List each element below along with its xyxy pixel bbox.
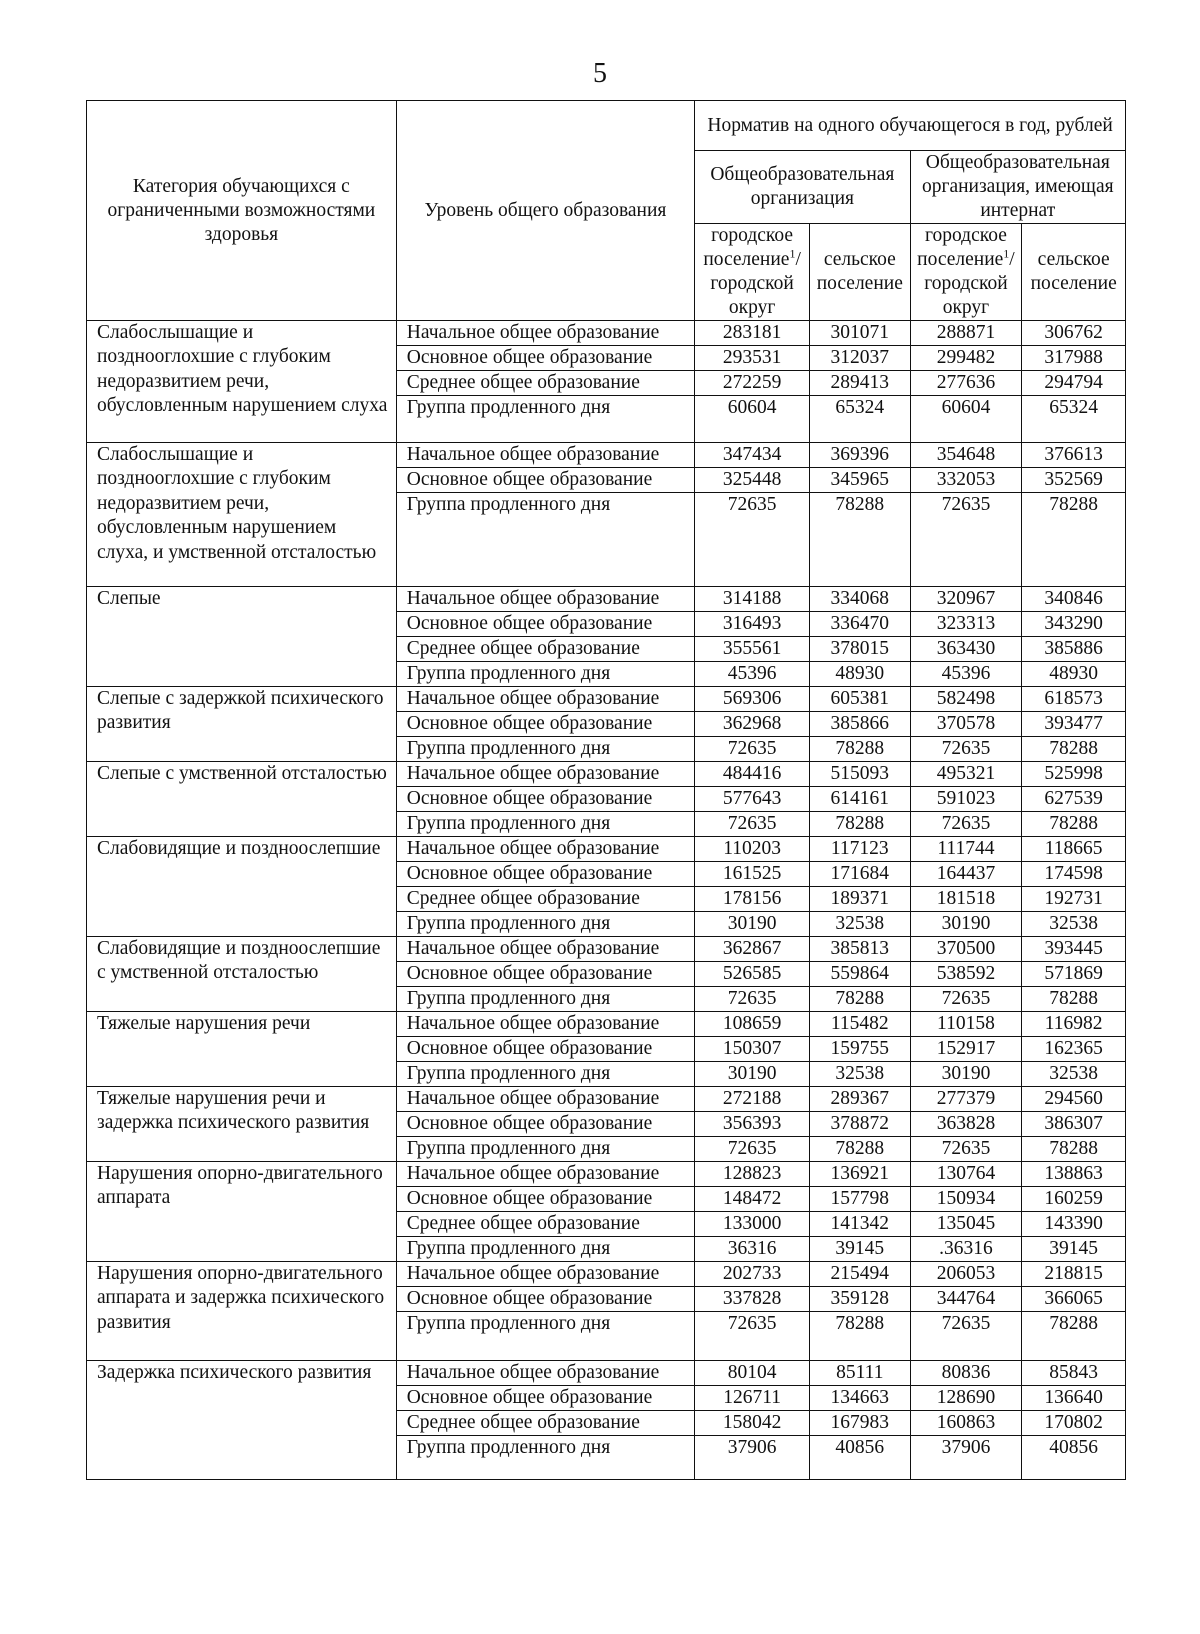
value-urban-general: 355561 (695, 637, 810, 662)
value-rural-general: 385813 (810, 937, 911, 962)
value-rural-general: 605381 (810, 687, 911, 712)
level-cell: Группа продленного дня (396, 1062, 694, 1087)
value-rural-boarding: 174598 (1022, 862, 1126, 887)
value-urban-boarding: 323313 (910, 612, 1022, 637)
category-cell: Слепые (87, 587, 397, 687)
value-urban-general: 128823 (695, 1162, 810, 1187)
category-cell: Нарушения опорно-двигательного аппарата и задержка психического развития (87, 1262, 397, 1361)
value-urban-general: 526585 (695, 962, 810, 987)
value-rural-boarding: 143390 (1022, 1212, 1126, 1237)
value-urban-boarding: 299482 (910, 346, 1022, 371)
value-urban-general: 45396 (695, 662, 810, 687)
value-rural-boarding: 385886 (1022, 637, 1126, 662)
value-urban-general: 316493 (695, 612, 810, 637)
value-urban-boarding: .36316 (910, 1237, 1022, 1262)
level-cell: Основное общее образование (396, 1287, 694, 1312)
value-rural-boarding: 393477 (1022, 712, 1126, 737)
value-rural-boarding: 118665 (1022, 837, 1126, 862)
value-urban-general: 484416 (695, 762, 810, 787)
value-rural-boarding: 162365 (1022, 1037, 1126, 1062)
header-rural-general: сельское поселение (810, 224, 911, 321)
value-urban-general: 337828 (695, 1287, 810, 1312)
level-cell: Группа продленного дня (396, 737, 694, 762)
category-cell: Слабовидящие и поздноослепшие (87, 837, 397, 937)
value-urban-general: 272188 (695, 1087, 810, 1112)
header-level: Уровень общего образования (396, 101, 694, 321)
value-rural-boarding: 393445 (1022, 937, 1126, 962)
header-org-general: Общеобразовательная организация (695, 151, 910, 224)
header-urban-text: городское поселение (703, 225, 794, 270)
table-row (87, 762, 1126, 787)
value-rural-general: 215494 (810, 1262, 911, 1287)
value-urban-boarding: 130764 (910, 1162, 1022, 1187)
table-row (87, 1361, 1126, 1386)
value-urban-general: 110203 (695, 837, 810, 862)
value-rural-boarding: 78288 (1022, 1312, 1126, 1361)
value-rural-boarding: 32538 (1022, 1062, 1126, 1087)
value-rural-general: 78288 (810, 987, 911, 1012)
level-cell: Основное общее образование (396, 1112, 694, 1137)
value-rural-boarding: 116982 (1022, 1012, 1126, 1037)
value-rural-general: 378872 (810, 1112, 911, 1137)
value-urban-boarding: 164437 (910, 862, 1022, 887)
header-urban-text-b: / городской округ (924, 249, 1015, 318)
level-cell: Группа продленного дня (396, 1312, 694, 1361)
value-rural-general: 345965 (810, 468, 911, 493)
value-urban-boarding: 363430 (910, 637, 1022, 662)
table-body (87, 321, 1126, 1480)
value-urban-boarding: 72635 (910, 737, 1022, 762)
value-urban-general: 283181 (695, 321, 810, 346)
value-rural-boarding: 386307 (1022, 1112, 1126, 1137)
table-row (87, 1162, 1126, 1187)
category-cell: Слабослышащие и позднооглохшие с глубоким недоразвитием речи, обусловленным нарушением слуха, и умственной отсталостью (87, 443, 397, 587)
value-rural-boarding: 85843 (1022, 1361, 1126, 1386)
level-cell: Группа продленного дня (396, 662, 694, 687)
value-rural-general: 515093 (810, 762, 911, 787)
value-urban-general: 362867 (695, 937, 810, 962)
level-cell: Начальное общее образование (396, 1262, 694, 1287)
value-rural-boarding: 40856 (1022, 1436, 1126, 1480)
category-cell: Задержка психического развития (87, 1361, 397, 1480)
norm-table (86, 100, 1126, 1480)
value-rural-general: 157798 (810, 1187, 911, 1212)
header-urban-footnote: 1 (1003, 246, 1010, 261)
table-row (87, 687, 1126, 712)
value-urban-boarding: 72635 (910, 1137, 1022, 1162)
value-urban-general: 126711 (695, 1386, 810, 1411)
value-urban-boarding: 288871 (910, 321, 1022, 346)
value-urban-boarding: 370500 (910, 937, 1022, 962)
value-urban-general: 325448 (695, 468, 810, 493)
value-urban-general: 161525 (695, 862, 810, 887)
value-rural-boarding: 78288 (1022, 812, 1126, 837)
value-urban-general: 347434 (695, 443, 810, 468)
value-urban-general: 72635 (695, 987, 810, 1012)
header-category: Категория обучающихся с ограниченными возможностями здоровья (87, 101, 397, 321)
value-rural-general: 369396 (810, 443, 911, 468)
level-cell: Начальное общее образование (396, 687, 694, 712)
level-cell: Начальное общее образование (396, 1012, 694, 1037)
value-urban-general: 72635 (695, 493, 810, 587)
category-cell: Тяжелые нарушения речи и задержка психического развития (87, 1087, 397, 1162)
value-urban-boarding: 60604 (910, 396, 1022, 443)
value-urban-boarding: 277379 (910, 1087, 1022, 1112)
table-row (87, 1087, 1126, 1112)
table-row (87, 587, 1126, 612)
value-urban-general: 72635 (695, 1137, 810, 1162)
value-rural-boarding: 78288 (1022, 493, 1126, 587)
header-urban-text: городское поселение (917, 225, 1007, 270)
table-row (87, 443, 1126, 468)
value-urban-boarding: 354648 (910, 443, 1022, 468)
value-urban-general: 148472 (695, 1187, 810, 1212)
value-rural-general: 78288 (810, 737, 911, 762)
level-cell: Основное общее образование (396, 1386, 694, 1411)
value-rural-general: 359128 (810, 1287, 911, 1312)
value-rural-general: 48930 (810, 662, 911, 687)
value-rural-general: 312037 (810, 346, 911, 371)
value-urban-boarding: 591023 (910, 787, 1022, 812)
value-urban-boarding: 110158 (910, 1012, 1022, 1037)
value-urban-general: 72635 (695, 737, 810, 762)
value-urban-general: 60604 (695, 396, 810, 443)
value-rural-boarding: 78288 (1022, 1137, 1126, 1162)
level-cell: Основное общее образование (396, 712, 694, 737)
level-cell: Группа продленного дня (396, 396, 694, 443)
value-urban-boarding: 370578 (910, 712, 1022, 737)
value-rural-general: 171684 (810, 862, 911, 887)
value-urban-general: 356393 (695, 1112, 810, 1137)
value-urban-general: 158042 (695, 1411, 810, 1436)
level-cell: Основное общее образование (396, 1037, 694, 1062)
value-rural-boarding: 170802 (1022, 1411, 1126, 1436)
value-urban-boarding: 128690 (910, 1386, 1022, 1411)
value-rural-boarding: 65324 (1022, 396, 1126, 443)
value-rural-general: 559864 (810, 962, 911, 987)
value-rural-boarding: 136640 (1022, 1386, 1126, 1411)
category-cell: Тяжелые нарушения речи (87, 1012, 397, 1087)
value-rural-boarding: 376613 (1022, 443, 1126, 468)
level-cell: Среднее общее образование (396, 371, 694, 396)
header-urban-footnote: 1 (789, 246, 796, 261)
value-urban-boarding: 152917 (910, 1037, 1022, 1062)
value-rural-general: 334068 (810, 587, 911, 612)
value-rural-general: 136921 (810, 1162, 911, 1187)
value-rural-boarding: 525998 (1022, 762, 1126, 787)
value-rural-boarding: 340846 (1022, 587, 1126, 612)
level-cell: Начальное общее образование (396, 837, 694, 862)
category-cell: Слабовидящие и поздноослепшие с умственной отсталостью (87, 937, 397, 1012)
value-urban-boarding: 135045 (910, 1212, 1022, 1237)
value-rural-boarding: 138863 (1022, 1162, 1126, 1187)
level-cell: Группа продленного дня (396, 1137, 694, 1162)
value-urban-boarding: 111744 (910, 837, 1022, 862)
value-rural-general: 301071 (810, 321, 911, 346)
header-urban-boarding (910, 224, 1022, 321)
value-rural-boarding: 78288 (1022, 987, 1126, 1012)
value-urban-boarding: 160863 (910, 1411, 1022, 1436)
value-rural-general: 189371 (810, 887, 911, 912)
value-rural-boarding: 218815 (1022, 1262, 1126, 1287)
value-rural-general: 614161 (810, 787, 911, 812)
value-rural-general: 65324 (810, 396, 911, 443)
level-cell: Основное общее образование (396, 962, 694, 987)
value-rural-general: 115482 (810, 1012, 911, 1037)
value-urban-general: 362968 (695, 712, 810, 737)
value-urban-general: 37906 (695, 1436, 810, 1480)
value-urban-boarding: 538592 (910, 962, 1022, 987)
value-rural-boarding: 48930 (1022, 662, 1126, 687)
value-rural-general: 32538 (810, 1062, 911, 1087)
level-cell: Группа продленного дня (396, 1436, 694, 1480)
value-rural-boarding: 32538 (1022, 912, 1126, 937)
level-cell: Начальное общее образование (396, 1087, 694, 1112)
value-rural-general: 141342 (810, 1212, 911, 1237)
value-urban-boarding: 72635 (910, 987, 1022, 1012)
table-header (87, 101, 1126, 321)
value-rural-general: 78288 (810, 1137, 911, 1162)
value-rural-boarding: 192731 (1022, 887, 1126, 912)
header-rural-boarding: сельское поселение (1022, 224, 1126, 321)
level-cell: Среднее общее образование (396, 887, 694, 912)
value-rural-boarding: 352569 (1022, 468, 1126, 493)
value-urban-general: 30190 (695, 912, 810, 937)
value-urban-boarding: 344764 (910, 1287, 1022, 1312)
table-row (87, 837, 1126, 862)
value-urban-general: 577643 (695, 787, 810, 812)
value-rural-boarding: 294794 (1022, 371, 1126, 396)
level-cell: Группа продленного дня (396, 1237, 694, 1262)
value-urban-general: 314188 (695, 587, 810, 612)
value-urban-general: 202733 (695, 1262, 810, 1287)
category-cell: Нарушения опорно-двигательного аппарата (87, 1162, 397, 1262)
value-rural-general: 78288 (810, 812, 911, 837)
level-cell: Группа продленного дня (396, 987, 694, 1012)
header-org-boarding: Общеобразовательная организация, имеющая интернат (910, 151, 1125, 224)
value-urban-general: 133000 (695, 1212, 810, 1237)
category-cell: Слабослышащие и позднооглохшие с глубоким недоразвитием речи, обусловленным нарушением слуха (87, 321, 397, 443)
value-urban-boarding: 181518 (910, 887, 1022, 912)
value-urban-boarding: 45396 (910, 662, 1022, 687)
level-cell: Основное общее образование (396, 1187, 694, 1212)
level-cell: Основное общее образование (396, 346, 694, 371)
value-urban-boarding: 495321 (910, 762, 1022, 787)
value-rural-general: 134663 (810, 1386, 911, 1411)
value-urban-general: 30190 (695, 1062, 810, 1087)
level-cell: Среднее общее образование (396, 1212, 694, 1237)
value-rural-general: 78288 (810, 493, 911, 587)
level-cell: Начальное общее образование (396, 321, 694, 346)
table-row (87, 321, 1126, 346)
value-urban-general: 569306 (695, 687, 810, 712)
level-cell: Основное общее образование (396, 612, 694, 637)
value-rural-general: 378015 (810, 637, 911, 662)
level-cell: Начальное общее образование (396, 937, 694, 962)
value-rural-boarding: 343290 (1022, 612, 1126, 637)
level-cell: Начальное общее образование (396, 587, 694, 612)
level-cell: Группа продленного дня (396, 912, 694, 937)
level-cell: Среднее общее образование (396, 637, 694, 662)
value-urban-general: 272259 (695, 371, 810, 396)
level-cell: Основное общее образование (396, 787, 694, 812)
value-rural-general: 336470 (810, 612, 911, 637)
level-cell: Основное общее образование (396, 862, 694, 887)
value-rural-boarding: 294560 (1022, 1087, 1126, 1112)
value-urban-general: 178156 (695, 887, 810, 912)
value-rural-general: 167983 (810, 1411, 911, 1436)
value-rural-boarding: 160259 (1022, 1187, 1126, 1212)
value-urban-general: 72635 (695, 812, 810, 837)
level-cell: Среднее общее образование (396, 1411, 694, 1436)
value-rural-boarding: 366065 (1022, 1287, 1126, 1312)
value-urban-boarding: 72635 (910, 812, 1022, 837)
category-cell: Слепые с задержкой психического развития (87, 687, 397, 762)
value-rural-boarding: 39145 (1022, 1237, 1126, 1262)
value-urban-boarding: 72635 (910, 493, 1022, 587)
header-urban-text-b: / городской округ (710, 249, 801, 318)
value-urban-general: 108659 (695, 1012, 810, 1037)
level-cell: Начальное общее образование (396, 1361, 694, 1386)
level-cell: Начальное общее образование (396, 762, 694, 787)
level-cell: Начальное общее образование (396, 1162, 694, 1187)
value-rural-boarding: 78288 (1022, 737, 1126, 762)
value-rural-general: 78288 (810, 1312, 911, 1361)
value-rural-boarding: 317988 (1022, 346, 1126, 371)
level-cell: Группа продленного дня (396, 493, 694, 587)
value-urban-boarding: 30190 (910, 912, 1022, 937)
value-urban-general: 150307 (695, 1037, 810, 1062)
value-rural-general: 159755 (810, 1037, 911, 1062)
level-cell: Начальное общее образование (396, 443, 694, 468)
level-cell: Основное общее образование (396, 468, 694, 493)
value-rural-general: 385866 (810, 712, 911, 737)
value-rural-general: 40856 (810, 1436, 911, 1480)
value-rural-general: 289367 (810, 1087, 911, 1112)
table-row (87, 937, 1126, 962)
value-rural-boarding: 571869 (1022, 962, 1126, 987)
table-row (87, 1262, 1126, 1287)
value-rural-general: 39145 (810, 1237, 911, 1262)
value-urban-general: 293531 (695, 346, 810, 371)
value-urban-boarding: 332053 (910, 468, 1022, 493)
value-urban-boarding: 30190 (910, 1062, 1022, 1087)
category-cell: Слепые с умственной отсталостью (87, 762, 397, 837)
value-rural-boarding: 618573 (1022, 687, 1126, 712)
value-urban-boarding: 363828 (910, 1112, 1022, 1137)
value-urban-general: 72635 (695, 1312, 810, 1361)
page-number: 5 (593, 58, 607, 89)
value-rural-boarding: 627539 (1022, 787, 1126, 812)
value-rural-general: 32538 (810, 912, 911, 937)
table-row (87, 1012, 1126, 1037)
value-rural-boarding: 306762 (1022, 321, 1126, 346)
level-cell: Группа продленного дня (396, 812, 694, 837)
header-norm: Норматив на одного обучающегося в год, рублей (695, 101, 1126, 151)
value-rural-general: 85111 (810, 1361, 911, 1386)
value-urban-boarding: 206053 (910, 1262, 1022, 1287)
header-urban-general (695, 224, 810, 321)
value-urban-boarding: 80836 (910, 1361, 1022, 1386)
value-urban-boarding: 320967 (910, 587, 1022, 612)
value-urban-boarding: 72635 (910, 1312, 1022, 1361)
value-urban-general: 36316 (695, 1237, 810, 1262)
value-rural-general: 117123 (810, 837, 911, 862)
value-rural-general: 289413 (810, 371, 911, 396)
value-urban-boarding: 150934 (910, 1187, 1022, 1212)
value-urban-boarding: 582498 (910, 687, 1022, 712)
value-urban-boarding: 37906 (910, 1436, 1022, 1480)
value-urban-boarding: 277636 (910, 371, 1022, 396)
value-urban-general: 80104 (695, 1361, 810, 1386)
